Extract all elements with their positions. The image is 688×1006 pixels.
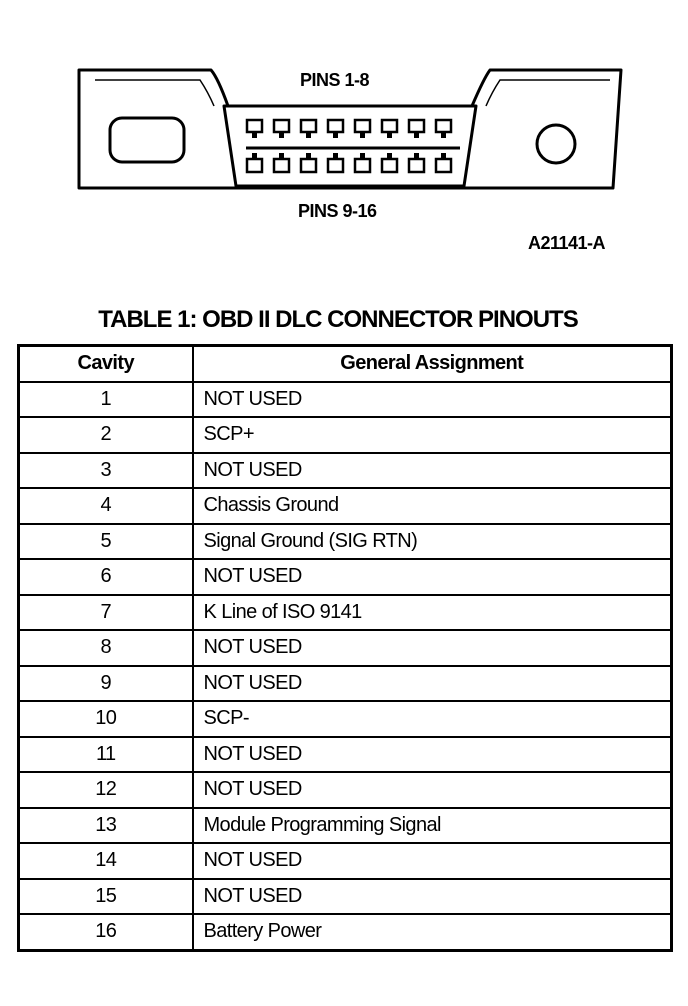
connector-diagram (0, 0, 688, 280)
cavity-cell: 10 (19, 701, 193, 737)
assignment-cell: NOT USED (193, 737, 672, 773)
assignment-cell: NOT USED (193, 630, 672, 666)
cavity-cell: 9 (19, 666, 193, 702)
table-row (19, 772, 672, 808)
table-row (19, 737, 672, 773)
assignment-cell: SCP- (193, 701, 672, 737)
table-row (19, 808, 672, 844)
figure-id: A21141-A (528, 233, 606, 253)
table-header-row (19, 346, 672, 382)
left-mounting-slot (110, 118, 184, 162)
cavity-cell: 13 (19, 808, 193, 844)
header-cavity: Cavity (19, 346, 193, 382)
pinout-table (17, 344, 673, 952)
table-row (19, 595, 672, 631)
table-row (19, 701, 672, 737)
cavity-cell: 6 (19, 559, 193, 595)
cavity-cell: 12 (19, 772, 193, 808)
assignment-cell: Signal Ground (SIG RTN) (193, 524, 672, 560)
cavity-cell: 15 (19, 879, 193, 915)
table-title: TABLE 1: OBD II DLC CONNECTOR PINOUTS (98, 306, 578, 333)
assignment-cell: NOT USED (193, 453, 672, 489)
assignment-cell: NOT USED (193, 843, 672, 879)
assignment-cell: NOT USED (193, 772, 672, 808)
top-pins-label: PINS 1-8 (300, 70, 370, 90)
cavity-cell: 8 (19, 630, 193, 666)
table-row (19, 914, 672, 950)
bottom-pins-label: PINS 9-16 (298, 201, 377, 221)
assignment-cell: Chassis Ground (193, 488, 672, 524)
assignment-cell: NOT USED (193, 879, 672, 915)
table-row (19, 666, 672, 702)
assignment-cell: Battery Power (193, 914, 672, 950)
table-row (19, 524, 672, 560)
table-row (19, 559, 672, 595)
table-row (19, 488, 672, 524)
cavity-cell: 4 (19, 488, 193, 524)
cavity-cell: 14 (19, 843, 193, 879)
right-mounting-hole (537, 125, 575, 163)
cavity-cell: 5 (19, 524, 193, 560)
cavity-cell: 3 (19, 453, 193, 489)
assignment-cell: K Line of ISO 9141 (193, 595, 672, 631)
table-row (19, 843, 672, 879)
socket-face (224, 106, 476, 186)
assignment-cell: SCP+ (193, 417, 672, 453)
cavity-cell: 11 (19, 737, 193, 773)
table-row (19, 879, 672, 915)
table-row (19, 630, 672, 666)
cavity-cell: 7 (19, 595, 193, 631)
assignment-cell: Module Programming Signal (193, 808, 672, 844)
assignment-cell: NOT USED (193, 666, 672, 702)
table-row (19, 417, 672, 453)
table-row (19, 382, 672, 418)
assignment-cell: NOT USED (193, 559, 672, 595)
cavity-cell: 1 (19, 382, 193, 418)
cavity-cell: 16 (19, 914, 193, 950)
header-general-assignment: General Assignment (193, 346, 672, 382)
cavity-cell: 2 (19, 417, 193, 453)
assignment-cell: NOT USED (193, 382, 672, 418)
table-row (19, 453, 672, 489)
